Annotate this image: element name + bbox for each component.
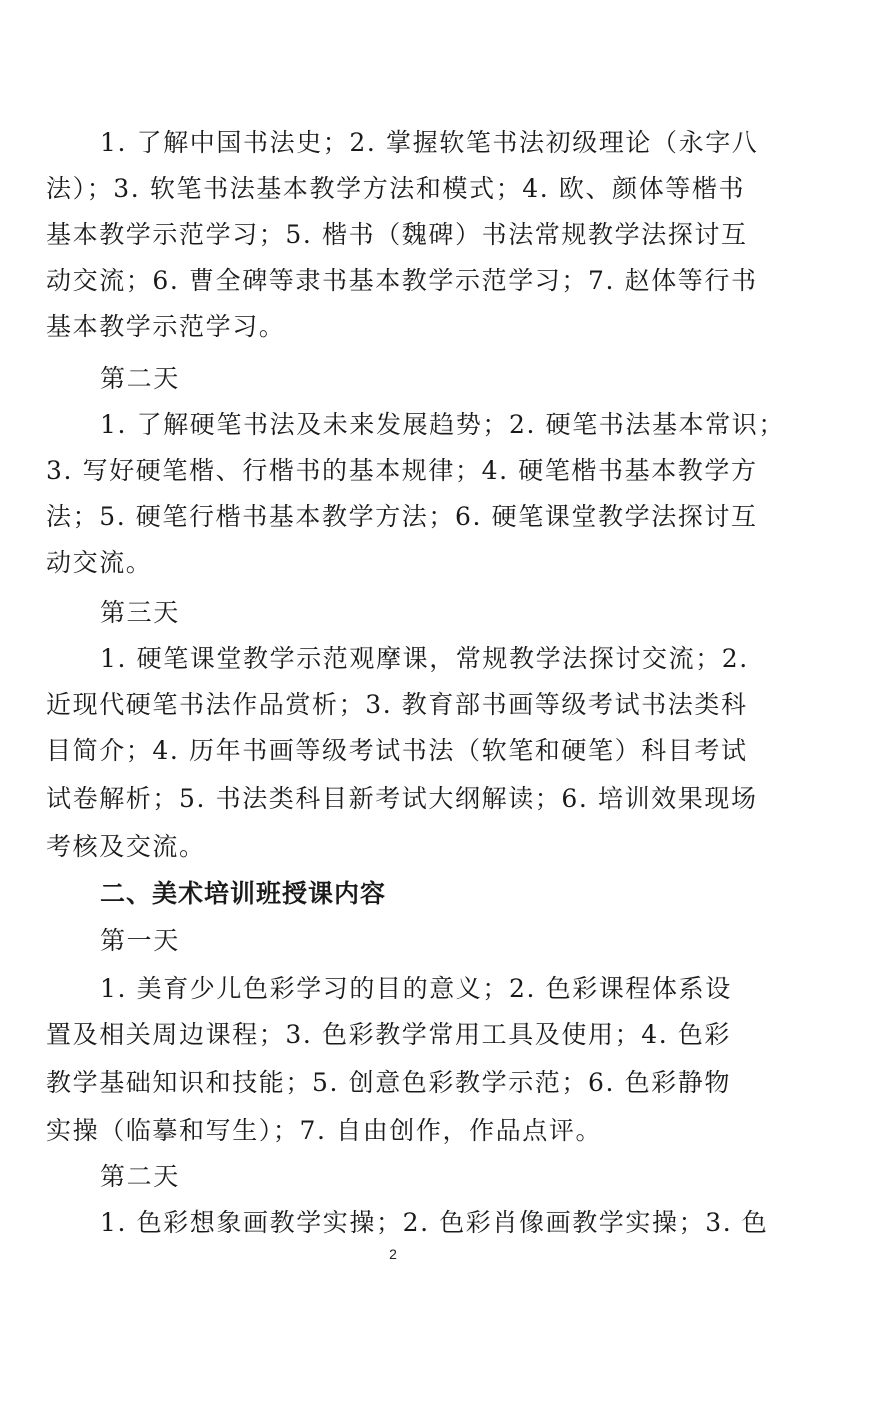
paragraph-line: 基本教学示范学习；5. 楷书（魏碑）书法常规教学法探讨互 bbox=[46, 220, 748, 249]
paragraph-line: 法）；3. 软笔书法基本教学方法和模式；4. 欧、颜体等楷书 bbox=[46, 174, 746, 203]
paragraph-line: 实操（临摹和写生）；7. 自由创作，作品点评。 bbox=[46, 1116, 603, 1145]
paragraph-line: 1. 了解硬笔书法及未来发展趋势；2. 硬笔书法基本常识； bbox=[100, 410, 786, 439]
page-number: 2 bbox=[389, 1246, 397, 1262]
paragraph-line: 目简介；4. 历年书画等级考试书法（软笔和硬笔）科目考试 bbox=[46, 736, 748, 765]
paragraph-line: 教学基础知识和技能；5. 创意色彩教学示范；6. 色彩静物 bbox=[46, 1068, 732, 1097]
day-heading: 第二天 bbox=[100, 1162, 180, 1191]
paragraph-line: 动交流。 bbox=[46, 548, 153, 577]
paragraph-line: 1. 硬笔课堂教学示范观摩课，常规教学法探讨交流；2. bbox=[100, 644, 749, 673]
day-heading: 第二天 bbox=[100, 364, 180, 393]
paragraph-line: 1. 色彩想象画教学实操；2. 色彩肖像画教学实操；3. 色 bbox=[100, 1208, 769, 1237]
paragraph-line: 3. 写好硬笔楷、行楷书的基本规律；4. 硬笔楷书基本教学方 bbox=[46, 456, 758, 485]
day-heading: 第三天 bbox=[100, 598, 180, 627]
paragraph-line: 试卷解析；5. 书法类科目新考试大纲解读；6. 培训效果现场 bbox=[46, 784, 758, 813]
day-heading: 第一天 bbox=[100, 926, 180, 955]
paragraph-line: 近现代硬笔书法作品赏析；3. 教育部书画等级考试书法类科 bbox=[46, 690, 748, 719]
paragraph-line: 置及相关周边课程；3. 色彩教学常用工具及使用；4. 色彩 bbox=[46, 1020, 732, 1049]
paragraph-line: 动交流；6. 曹全碑等隶书基本教学示范学习；7. 赵体等行书 bbox=[46, 266, 758, 295]
paragraph-line: 基本教学示范学习。 bbox=[46, 312, 286, 341]
paragraph-line: 法；5. 硬笔行楷书基本教学方法；6. 硬笔课堂教学法探讨互 bbox=[46, 502, 758, 531]
paragraph-line: 1. 了解中国书法史；2. 掌握软笔书法初级理论（永字八 bbox=[100, 128, 759, 157]
paragraph-line: 考核及交流。 bbox=[46, 832, 206, 861]
paragraph-line: 1. 美育少儿色彩学习的目的意义；2. 色彩课程体系设 bbox=[100, 974, 732, 1003]
section-heading: 二、美术培训班授课内容 bbox=[100, 879, 387, 908]
